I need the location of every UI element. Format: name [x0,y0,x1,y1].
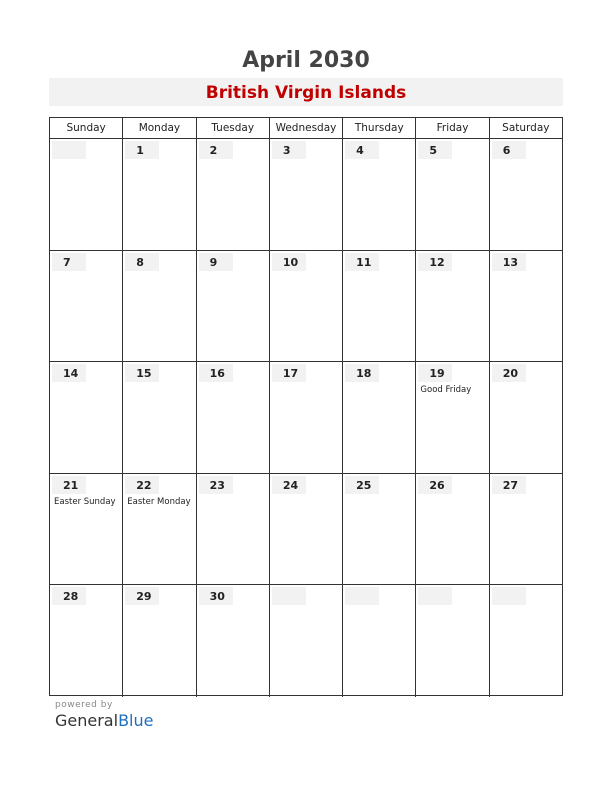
day-number: 18 [345,364,379,382]
week-row [50,362,562,474]
day-cell [416,251,489,362]
day-number: 23 [199,476,233,494]
day-number: 5 [418,141,452,159]
day-cell [490,362,562,473]
day-cell [197,474,270,585]
day-number: 29 [125,587,159,605]
calendar-grid [49,117,563,696]
page-title: April 2030 [242,48,370,73]
weekday-header: Saturday [502,122,550,134]
weekday-header: Monday [123,118,196,138]
day-number: 7 [52,253,86,271]
day-number [52,141,86,159]
weekday-header-row [50,118,562,139]
day-number: 4 [345,141,379,159]
day-number: 8 [125,253,159,271]
day-cell [123,251,196,362]
day-number [272,587,306,605]
day-number: 12 [418,253,452,271]
brand-logo [55,711,153,730]
week-row [50,251,562,363]
brand-general-text: General [55,711,119,730]
day-cell [197,585,270,697]
day-number: 15 [125,364,159,382]
day-cell [270,251,343,362]
day-cell [270,139,343,250]
weeks-container [50,139,562,697]
day-cell [50,585,123,697]
day-cell [270,585,343,697]
footer [55,700,153,730]
day-cell [343,139,416,250]
day-cell [343,585,416,697]
day-number: 14 [52,364,86,382]
day-cell [123,139,196,250]
day-number: 25 [345,476,379,494]
day-number: 9 [199,253,233,271]
day-number [492,587,526,605]
day-cell [50,474,123,585]
day-number: 17 [272,364,306,382]
day-number: 11 [345,253,379,271]
week-row [50,474,562,586]
day-cell [123,362,196,473]
day-number: 20 [492,364,526,382]
day-number: 16 [199,364,233,382]
holiday-label: Easter Monday [127,496,191,507]
day-number: 6 [492,141,526,159]
day-cell [123,585,196,697]
weekday-header: Thursday [343,118,416,138]
day-number: 22 [125,476,159,494]
day-cell [490,474,562,585]
powered-by-text: powered by [55,700,113,710]
day-number [345,587,379,605]
day-cell [50,362,123,473]
day-number: 19 [418,364,452,382]
holiday-label: Easter Sunday [54,496,116,507]
day-cell [123,474,196,585]
day-cell [50,139,123,250]
day-number: 28 [52,587,86,605]
day-cell [197,251,270,362]
day-cell [197,362,270,473]
day-cell [343,474,416,585]
day-cell [490,585,562,697]
day-number: 1 [125,141,159,159]
day-cell [270,474,343,585]
day-number: 24 [272,476,306,494]
day-number: 30 [199,587,233,605]
region-banner [49,78,563,106]
day-cell [197,139,270,250]
day-cell [416,362,489,473]
day-number: 27 [492,476,526,494]
day-cell [490,139,562,250]
holiday-label: Good Friday [420,385,472,396]
brand-blue-text: Blue [118,711,154,730]
day-cell [343,251,416,362]
day-number: 10 [272,253,306,271]
weekday-header: Sunday [50,118,123,138]
day-cell [416,139,489,250]
week-row [50,139,562,251]
day-cell [490,251,562,362]
day-cell [50,251,123,362]
day-cell [270,362,343,473]
day-number: 21 [52,476,86,494]
day-cell [343,362,416,473]
weekday-header: Wednesday [270,118,343,138]
week-row [50,585,562,697]
day-cell [416,585,489,697]
day-number: 3 [272,141,306,159]
day-number: 2 [199,141,233,159]
day-number: 13 [492,253,526,271]
day-number [418,587,452,605]
region-name: British Virgin Islands [205,83,407,103]
weekday-header: Friday [416,118,489,138]
weekday-header: Tuesday [197,118,270,138]
day-cell [416,474,489,585]
day-number: 26 [418,476,452,494]
